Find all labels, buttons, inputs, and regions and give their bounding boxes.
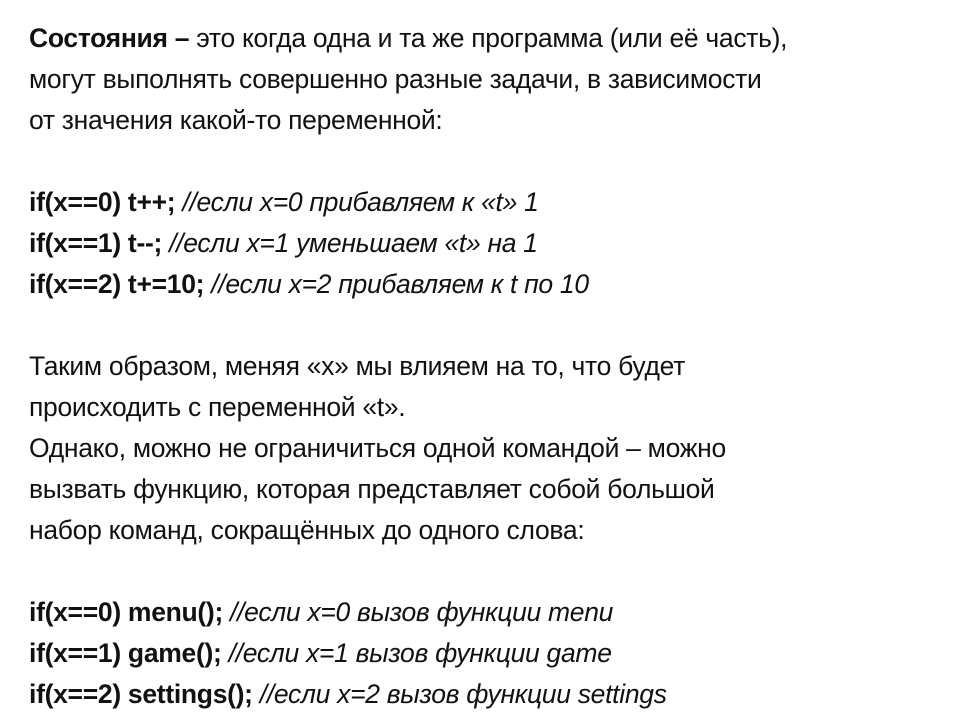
code-comment: //если x=1 уменьшаем «t» на 1 [162,228,538,258]
explanation-line-2: происходить с переменной «t». [29,392,406,422]
explanation-line-4: вызвать функцию, которая представляет собой большой [29,474,715,504]
intro-term: Состояния – [29,23,190,53]
code-comment: //если x=1 вызов функции game [221,638,612,668]
code-line [29,223,940,264]
code-comment: //если x=2 прибавляем к t по 10 [204,269,589,299]
explanation-line-1: Таким образом, меняя «x» мы влияем на то, что будет [29,351,686,381]
intro-line-3: от значения какой-то переменной: [29,105,443,135]
code-statement: if(x==0) t++; [29,187,176,217]
explanation-line-5: набор команд, сокращённых до одного слова: [29,515,585,545]
code-line [29,633,940,674]
code-statement: if(x==1) t--; [29,228,163,258]
code-line [29,592,940,633]
code-line [29,182,940,223]
code-statement: if(x==2) settings(); [29,679,253,709]
spacer [29,551,940,592]
code-statement: if(x==0) menu(); [29,597,223,627]
code-comment: //если x=0 прибавляем к «t» 1 [175,187,539,217]
intro-line-1 [29,18,940,59]
code-line [29,264,940,305]
code-statement: if(x==1) game(); [29,638,222,668]
explanation-line-3: Однако, можно не ограничиться одной командой – можно [29,433,726,463]
intro-line-1-text: это когда одна и та же программа (или её часть), [189,23,788,53]
code-comment: //если x=2 вызов функции settings [252,679,667,709]
code-line [29,674,940,715]
spacer [29,141,940,182]
code-comment: //если x=0 вызов функции menu [222,597,614,627]
code-statement: if(x==2) t+=10; [29,269,205,299]
intro-line-2: могут выполнять совершенно разные задачи, в зависимости [29,64,762,94]
spacer [29,305,940,346]
